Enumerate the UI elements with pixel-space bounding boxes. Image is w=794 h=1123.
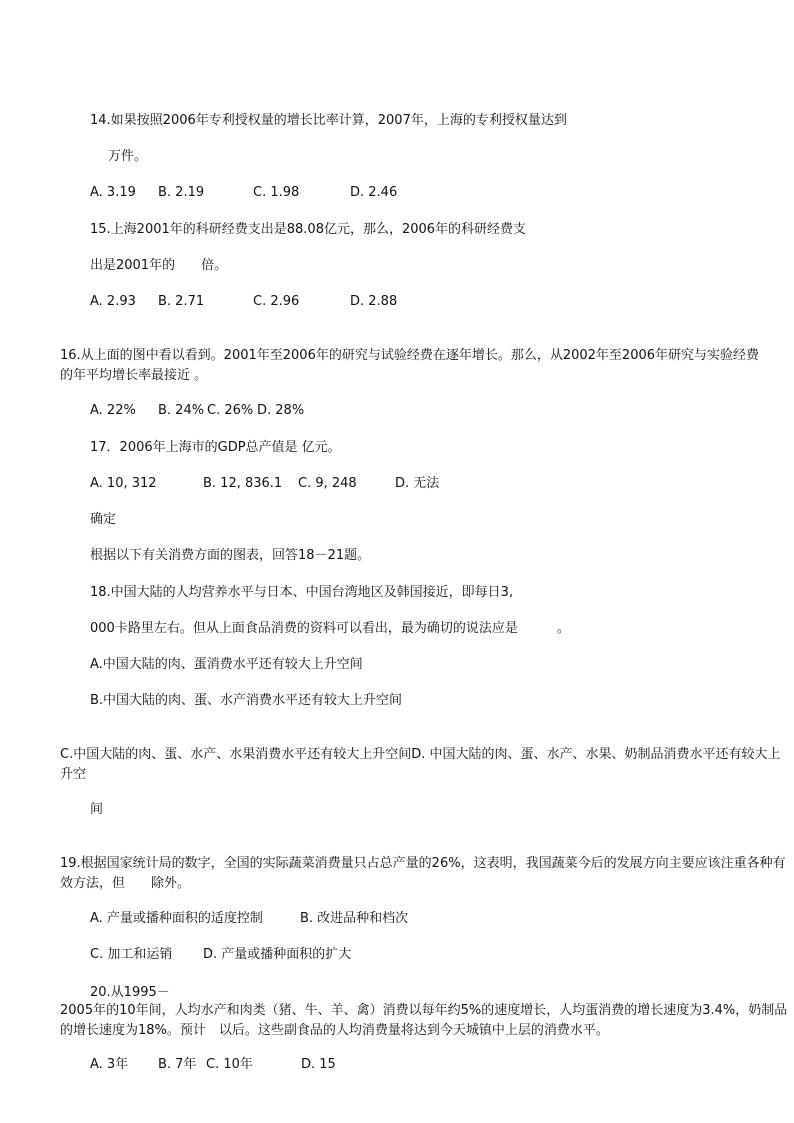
q16-options <box>90 402 304 420</box>
q20-stem-start: 20.从1995－ <box>90 985 170 1000</box>
q18-option-a: A.中国大陆的肉、蛋消费水平还有较大上升空间 <box>90 657 363 672</box>
q14-stem: 14.如果按照2006年专利授权量的增长比率计算，2007年，上海的专利授权量达到 <box>90 113 567 128</box>
q19-option-c: C. 加工和运销 <box>90 947 173 962</box>
q20-option-b: B. 7年 <box>158 1057 197 1072</box>
q16-option-b: B. 24% <box>158 403 205 418</box>
q17-option-a: A. 10, 312 <box>90 476 157 491</box>
q14-options <box>90 184 397 202</box>
q20-options <box>90 1056 336 1074</box>
q15-stem: 15.上海2001年的科研经费支出是88.08亿元，那么，2006年的科研经费支 <box>90 222 527 237</box>
q14-stem-cont: 万件。 <box>108 149 148 164</box>
q15-option-d: D. 2.88 <box>350 294 398 309</box>
q19-option-a: A. 产量或播种面积的适度控制 <box>90 911 263 926</box>
q15-option-b: B. 2.71 <box>158 294 205 309</box>
q16-option-a: A. 22% <box>90 403 136 418</box>
q14-option-a: A. 3.19 <box>90 185 136 200</box>
q20-option-c: C. 10年 <box>206 1057 253 1072</box>
q19-options-row1 <box>90 910 408 928</box>
q17-options <box>90 475 439 493</box>
q19-option-b: B. 改进品种和档次 <box>300 911 409 926</box>
q16-option-d: D. 28% <box>257 403 305 418</box>
q17-option-d: D. 无法 <box>395 476 440 491</box>
q19-stem: 19.根据国家统计局的数字，全国的实际蔬菜消费量只占总产量的26%，这表明，我国蔬菜今后的发展方向主要应该注重各种有效方法，但 除外。 <box>60 856 786 891</box>
q20-option-d: D. 15 <box>301 1057 336 1072</box>
q18-stem: 18.中国大陆的人均营养水平与日本、中国台湾地区及韩国接近，即每日3, <box>90 585 514 600</box>
q19-options-row2 <box>90 946 351 964</box>
q20-option-a: A. 3年 <box>90 1057 129 1072</box>
q18-option-cd-cont: 间 <box>90 802 104 817</box>
q17-option-b: B. 12, 836.1 <box>203 476 283 491</box>
q15-options <box>90 293 397 311</box>
q17-stem: 17．2006年上海市的GDP总产值是 亿元。 <box>90 440 341 455</box>
q17-option-c: C. 9, 248 <box>298 476 357 491</box>
q15-option-a: A. 2.93 <box>90 294 136 309</box>
q18-option-cd: C.中国大陆的肉、蛋、水产、水果消费水平还有较大上升空间D. 中国大陆的肉、蛋、水产、水果、奶制品消费水平还有较大上升空 <box>60 747 781 782</box>
q17-options-cont: 确定 <box>90 512 117 527</box>
section-intro: 根据以下有关消费方面的图表，回答18－21题。 <box>90 548 371 563</box>
q14-option-d: D. 2.46 <box>350 185 398 200</box>
q14-option-b: B. 2.19 <box>158 185 205 200</box>
q14-option-c: C. 1.98 <box>253 185 300 200</box>
q19-option-d: D. 产量或播种面积的扩大 <box>203 947 352 962</box>
q20-stem: 2005年的10年间，人均水产和肉类（猪、牛、羊、禽）消费以每年约5%的速度增长，人均蛋消费的增长速度为3.4%，奶制品的增长速度为18%。预计 以后。这些副食品的人均消费量将达到今天城镇中上层的消费水平。 <box>60 1003 788 1038</box>
q15-stem-cont: 出是2001年的 倍。 <box>90 258 228 273</box>
q18-option-b: B.中国大陆的肉、蛋、水产消费水平还有较大上升空间 <box>90 693 403 708</box>
q15-option-c: C. 2.96 <box>253 294 300 309</box>
q18-stem-cont: 000卡路里左右。但从上面食品消费的资料可以看出，最为确切的说法应是 。 <box>90 621 570 636</box>
q16-option-c: C. 26% <box>207 403 254 418</box>
q16-stem: 16.从上面的图中看以看到。2001年至2006年的研究与试验经费在逐年增长。那么，从2002年至2006年研究与实验经费的年平均增长率最接近 。 <box>60 348 760 383</box>
